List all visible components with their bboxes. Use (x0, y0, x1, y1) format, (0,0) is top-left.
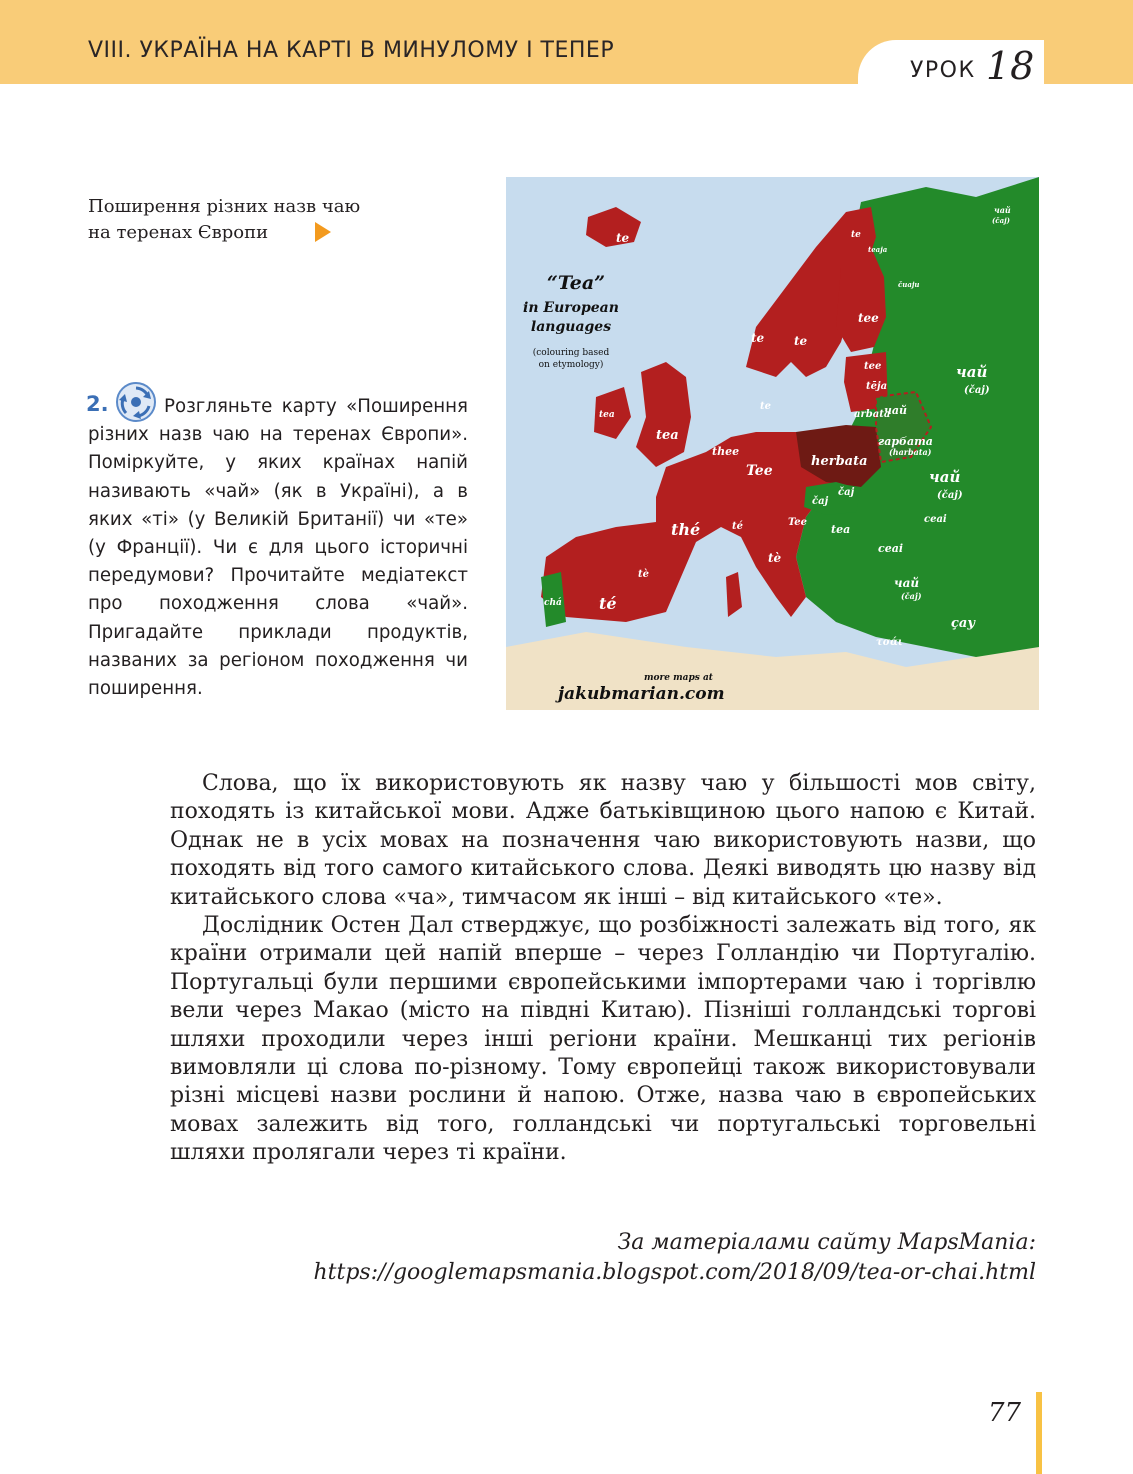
body-paragraph-2: Дослідник Остен Дал стверджує, що розбіжності залежать від того, як країни отримали цей напій вперше – через Голландію чи Португалію. Португальці були першими європейськими імпортерами чаю і торгівлю вели через Макао (місто на півдні Китаю). Пізніші голландські торгові шляхи проходили через інші регіони країни. Мешканці тих регіонів вимовляли ці слова по-різному. Тому європейці також використовували різні місцеві назви рослини й напою. Отже, назва чаю в європейських мовах залежить від того, голландські чи португальські торговельні шляхи пролягали через ті країни. (170, 913, 1036, 1166)
label-netherlands: thee (712, 445, 740, 458)
label-portugal: chá (544, 598, 562, 608)
label-moldova: ceai (924, 514, 947, 525)
label-hungary: tea (831, 523, 851, 536)
label-ireland: tea (599, 410, 615, 420)
map-credit-small: more maps at (644, 673, 713, 683)
source-url: https://googlemapsmania.blogspot.com/2018/09/tea-or-chai.html (313, 1260, 1036, 1285)
label-belarus-2: гарбата (878, 435, 933, 448)
label-estonia: tee (864, 361, 882, 372)
label-slovakia: čaj (838, 487, 855, 498)
label-bulgaria: чай (894, 576, 920, 590)
label-france: thé (671, 520, 701, 539)
label-russia: чай (956, 363, 988, 381)
map-credit-site: jakubmarian.com (558, 684, 725, 704)
source-citation (170, 1228, 1036, 1288)
page-number: 77 (988, 1398, 1022, 1428)
label-belarus-3: (harbata) (889, 447, 932, 457)
label-karelian: čuaju (898, 280, 920, 289)
label-poland: herbata (811, 454, 868, 469)
map-title-word: “Tea” (546, 272, 606, 294)
three-arrows-cycle-icon (114, 380, 158, 424)
source-line-1: За матеріалами сайту MapsMania: (617, 1230, 1036, 1255)
map-caption (88, 194, 418, 246)
map-title-line3: languages (530, 319, 612, 335)
label-iceland: te (616, 231, 630, 245)
task-number: 2. (86, 392, 109, 416)
label-greece: τσάι (876, 637, 903, 648)
map-note-line2: on etymology) (538, 360, 604, 370)
body-text (170, 770, 1036, 1168)
body-paragraph-1: Слова, що їх використовують як назву чаю у більшості мов світу, походять із китайської мови. Адже батьківщиною цього напою є Китай. Однак не в усіх мовах на позначення чаю використовують назви, що походять від того самого китайського слова. Деякі виводять цю назву від китайського слова «ча», тимчасом як інші – від китайського «те». (170, 771, 1036, 910)
map-note-line1: (colouring based (532, 348, 610, 358)
label-austria: Tee (788, 517, 808, 528)
label-uk: tea (656, 428, 679, 443)
label-russia-translit: (čaj) (964, 385, 990, 396)
label-spain: té (599, 594, 617, 613)
task-text: Розгляньте карту «Поширення різних назв чаю на теренах Європи». Поміркуйте, у яких країнах напій називають «чай» (як в Україні), а в яких «ті» (у Великій Британії) чи «те» (у Франції). Чи є для цього історичні передумови? Прочитайте медіатекст про походження слова «чай». Пригадайте приклади продуктів, названих за регіоном походження чи поширення. (88, 396, 468, 700)
label-czech: čaj (812, 496, 829, 507)
label-turkey: çay (951, 616, 975, 631)
label-north-russia: чай (994, 205, 1011, 215)
label-finland: tee (858, 311, 879, 325)
label-saami: teaja (868, 245, 888, 254)
label-catalan: tè (638, 569, 649, 580)
label-italy: tè (768, 551, 782, 565)
lesson-label: УРОК (910, 58, 976, 83)
label-bulgaria-translit: (čaj) (901, 591, 922, 601)
lesson-number: 18 (986, 44, 1035, 88)
label-denmark: te (760, 401, 771, 412)
pointer-arrow-icon (315, 222, 331, 242)
label-lithuania: arbata (854, 409, 891, 420)
label-latvia: tēja (866, 381, 888, 392)
label-belarus-1: чай (884, 404, 907, 417)
label-sweden: te (794, 334, 808, 348)
page-edge-bar (1036, 1392, 1042, 1474)
label-norway-top: te (851, 230, 861, 240)
label-ukraine-translit: (čaj) (937, 490, 963, 501)
caption-line-2: на теренах Європи (88, 222, 269, 243)
caption-line-1: Поширення різних назв чаю (88, 196, 361, 217)
label-ukraine: чай (929, 468, 961, 486)
label-switzerland: té (732, 521, 743, 532)
label-norway: te (751, 331, 765, 345)
map-title-line2: in European (523, 300, 619, 316)
label-germany: Tee (746, 463, 773, 479)
tea-map (506, 177, 1039, 710)
label-romania: ceai (878, 542, 904, 555)
section-title: VIII. УКРАЇНА НА КАРТІ В МИНУЛОМУ І ТЕПЕР (88, 38, 615, 63)
label-north-russia-translit: (čaj) (992, 216, 1010, 225)
